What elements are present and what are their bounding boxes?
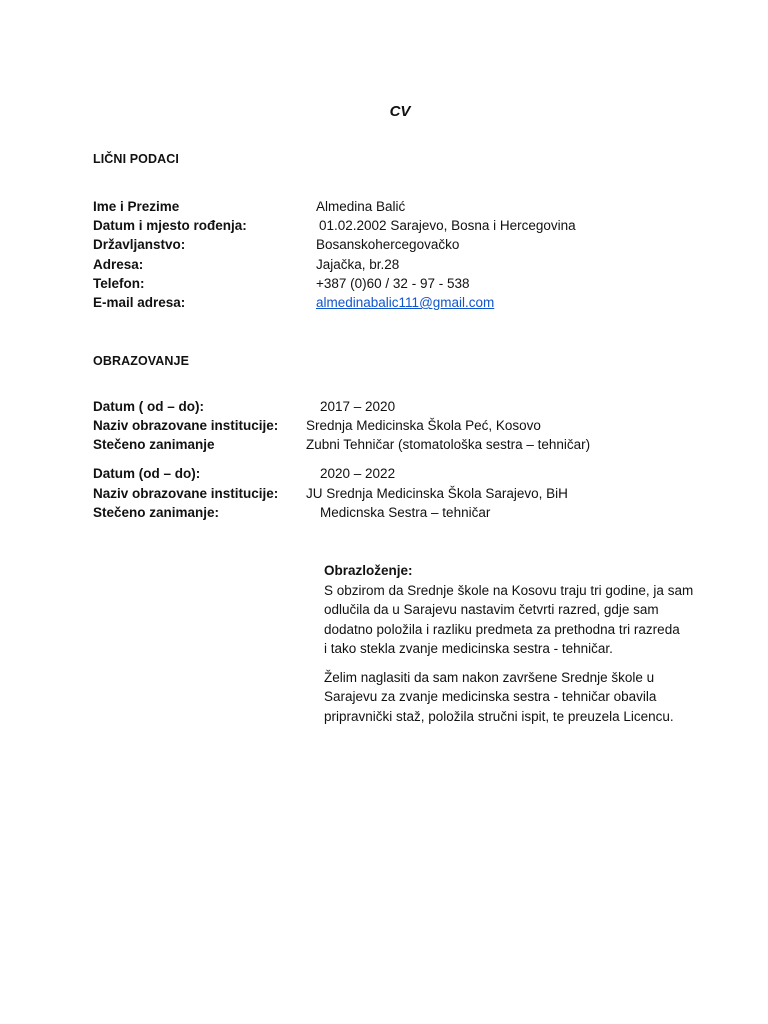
explanation-note xyxy=(324,561,724,726)
explanation-line: pripravnički staž, položila stručni ispit, te preuzela Licencu. xyxy=(324,708,674,724)
label-email: E-mail adresa: xyxy=(93,295,186,310)
explanation-line: Želim naglasiti da sam nakon završene Srednje škole u xyxy=(324,669,655,685)
explanation-line: i tako stekla zvanje medicinska sestra - tehničar. xyxy=(324,641,613,656)
label-address: Adresa: xyxy=(93,257,144,272)
label-occupation-2: Stečeno zanimanje: xyxy=(93,505,220,520)
value-occupation-1: Zubni Tehničar (stomatološka sestra – tehničar) xyxy=(306,437,591,452)
value-institution-2: JU Srednja Medicinska Škola Sarajevo, BiH xyxy=(306,486,568,501)
value-name: Almedina Balić xyxy=(316,199,406,214)
value-date-1: 2017 – 2020 xyxy=(320,399,396,414)
label-occupation-1: Stečeno zanimanje xyxy=(93,437,215,452)
value-occupation-2: Medicnska Sestra – tehničar xyxy=(320,505,491,520)
value-phone: +387 (0)60 / 32 - 97 - 538 xyxy=(316,276,470,291)
label-birth: Datum i mjesto rođenja: xyxy=(93,218,247,233)
value-date-2: 2020 – 2022 xyxy=(320,466,396,481)
explanation-line: S obzirom da Srednje škole na Kosovu traju tri godine, ja sam xyxy=(324,582,694,598)
section-heading-education: OBRAZOVANJE xyxy=(93,354,190,368)
explanation-line: dodatno položila i razliku predmeta za prethodna tri razreda xyxy=(324,621,680,637)
email-link[interactable]: almedinabalic111@gmail.com xyxy=(316,295,495,310)
label-name: Ime i Prezime xyxy=(93,199,180,214)
label-date-2: Datum (od – do): xyxy=(93,466,201,481)
value-citizenship: Bosanskohercegovačko xyxy=(316,237,460,252)
label-citizenship: Državljanstvo: xyxy=(93,237,186,252)
section-heading-personal: LIČNI PODACI xyxy=(93,152,179,166)
paragraph-gap xyxy=(324,659,724,668)
value-birth: 01.02.2002 Sarajevo, Bosna i Hercegovina xyxy=(319,218,576,233)
label-date-1: Datum ( od – do): xyxy=(93,399,204,414)
label-institution-2: Naziv obrazovane institucije: xyxy=(93,486,279,501)
label-phone: Telefon: xyxy=(93,276,145,291)
explanation-line: Sarajevu za zvanje medicinska sestra - tehničar obavila xyxy=(324,689,657,704)
page-title: CV xyxy=(389,103,411,120)
label-institution-1: Naziv obrazovane institucije: xyxy=(93,418,279,433)
explanation-title: Obrazloženje: xyxy=(324,563,413,578)
value-address: Jajačka, br.28 xyxy=(316,257,400,272)
value-institution-1: Srednja Medicinska Škola Peć, Kosovo xyxy=(306,418,541,433)
explanation-line: odlučila da u Sarajevu nastavim četvrti razred, gdje sam xyxy=(324,602,659,617)
